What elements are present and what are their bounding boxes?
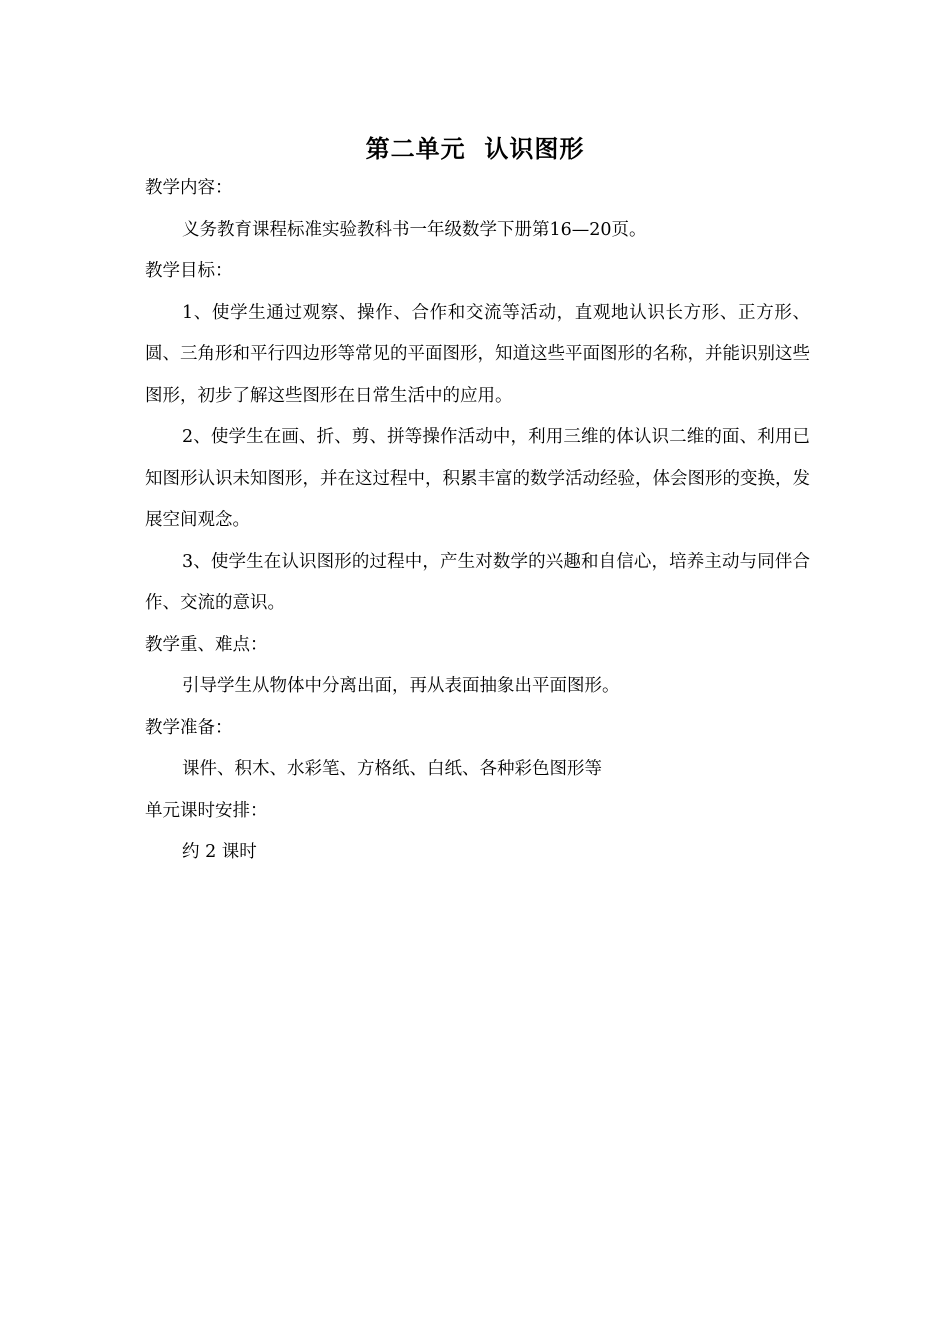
goal-item-3: 3、使学生在认识图形的过程中，产生对数学的兴趣和自信心，培养主动与同伴合作、交流的意识。 bbox=[145, 551, 810, 613]
document-body bbox=[145, 168, 810, 874]
section-heading-schedule: 单元课时安排： bbox=[145, 800, 268, 821]
section-text-content: 义务教育课程标准实验教科书一年级数学下册第16—20页。 bbox=[182, 219, 647, 240]
document-title: 第二单元 认识图形 bbox=[365, 135, 585, 164]
section-text-keypoints: 引导学生从物体中分离出面，再从表面抽象出平面图形。 bbox=[182, 676, 620, 696]
section-heading-goals: 教学目标： bbox=[145, 261, 233, 281]
section-heading-keypoints: 教学重、难点： bbox=[145, 634, 268, 655]
section-text-preparation: 课件、积木、水彩笔、方格纸、白纸、各种彩色图形等 bbox=[182, 759, 602, 779]
section-heading-preparation: 教学准备： bbox=[145, 717, 233, 738]
goal-item-1: 1、使学生通过观察、操作、合作和交流等活动，直观地认识长方形、正方形、圆、三角形和平行四边形等常见的平面图形，知道这些平面图形的名称，并能识别这些图形，初步了解这些图形在日常生活中的应用。 bbox=[145, 302, 810, 406]
goal-item-2: 2、使学生在画、折、剪、拼等操作活动中，利用三维的体认识二维的面、利用已知图形认识未知图形，并在这过程中，积累丰富的数学活动经验，体会图形的变换，发展空间观念。 bbox=[145, 427, 810, 530]
section-heading-content: 教学内容： bbox=[145, 178, 233, 198]
section-text-schedule: 约 2 课时 bbox=[182, 842, 257, 862]
